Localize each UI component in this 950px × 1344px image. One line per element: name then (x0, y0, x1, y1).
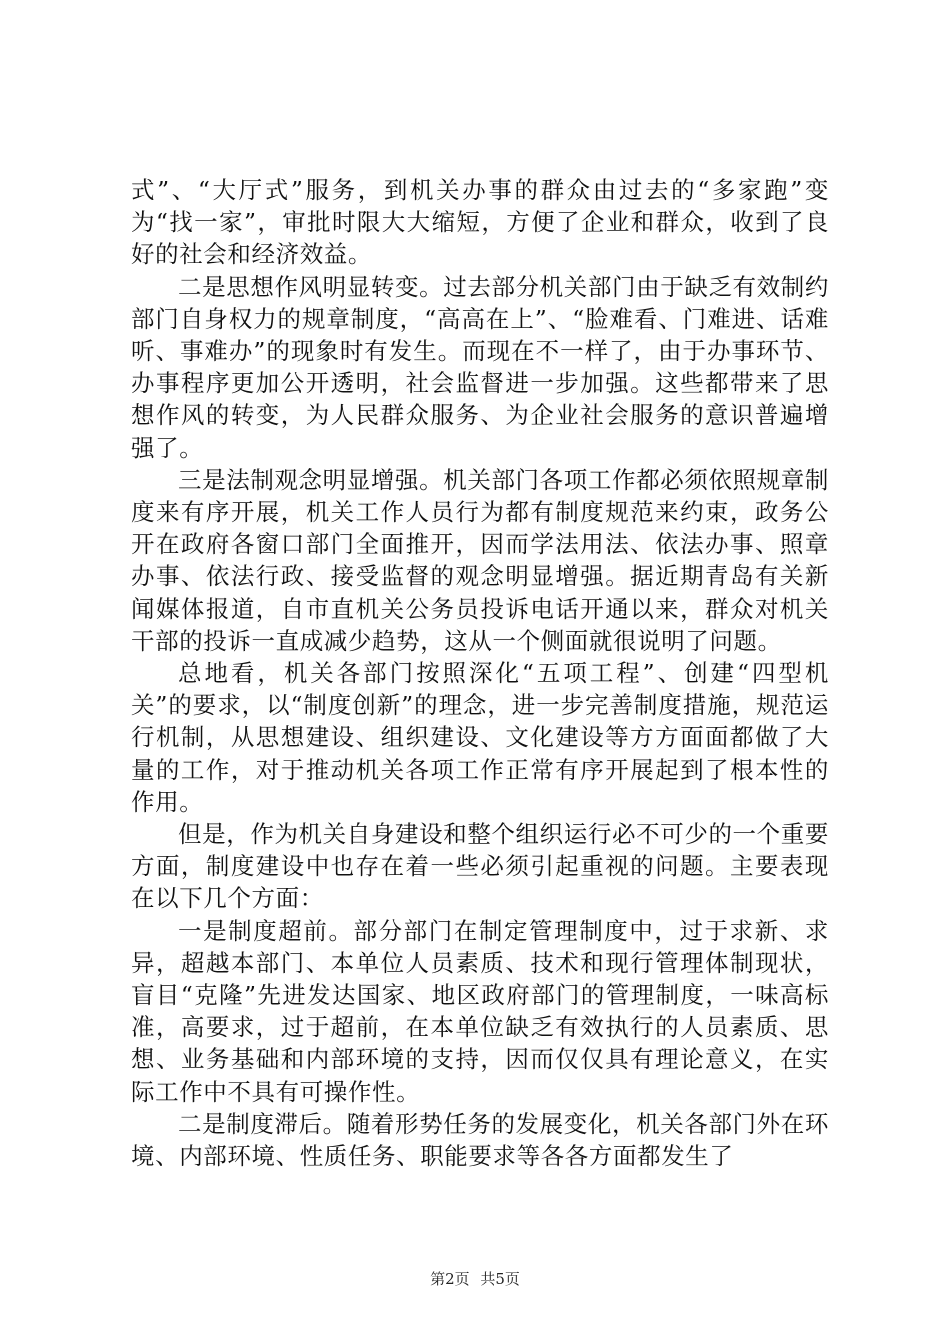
paragraph-problems-intro: 但是，作为机关自身建设和整个组织运行必不可少的一个重要方面，制度建设中也存在着一些必须引起重视的问题。主要表现在以下几个方面： (131, 820, 829, 913)
paragraph-continuation: 式”、“大厅式”服务，到机关办事的群众由过去的“多家跑”变为“找一家”，审批时限大大缩短，方便了企业和群众，收到了良好的社会和经济效益。 (131, 176, 829, 269)
document-body (131, 174, 829, 1172)
paragraph-system-ahead: 一是制度超前。部分部门在制定管理制度中，过于求新、求异，超越本部门、本单位人员素质、技术和现行管理体制现状，盲目“克隆”先进发达国家、地区政府部门的管理制度，一味高标准，高要求，过于超前，在本单位缺乏有效执行的人员素质、思想、业务基础和内部环境的支持，因而仅仅具有理论意义，在实际工作中不具有可操作性。 (131, 916, 829, 1106)
paragraph-thought-style: 二是思想作风明显转变。过去部分机关部门由于缺乏有效制约部门自身权力的规章制度，“高高在上”、“脸难看、门难进、话难听、事难办”的现象时有发生。而现在不一样了，由于办事环节、办事程序更加公开透明，社会监督进一步加强。这些都带来了思想作风的转变，为人民群众服务、为企业社会服务的意识普遍增强了。 (131, 272, 829, 462)
page-total: 共5页 (480, 1270, 520, 1288)
paragraph-legal-awareness: 三是法制观念明显增强。机关部门各项工作都必须依照规章制度来有序开展，机关工作人员行为都有制度规范来约束，政务公开在政府各窗口部门全面推开，因而学法用法、依法办事、照章办事、依法行政、接受监督的观念明显增强。据近期青岛有关新闻媒体报道，自市直机关公务员投诉电话开通以来，群众对机关干部的投诉一直成减少趋势，这从一个侧面就很说明了问题。 (131, 465, 829, 655)
page-footer (0, 1268, 950, 1289)
paragraph-summary: 总地看，机关各部门按照深化“五项工程”、创建“四型机关”的要求，以“制度创新”的理念，进一步完善制度措施，规范运行机制，从思想建设、组织建设、文化建设等方方面面都做了大量的工作，对于推动机关各项工作正常有序开展起到了根本性的作用。 (131, 659, 829, 816)
paragraph-system-lagging: 二是制度滞后。随着形势任务的发展变化，机关各部门外在环境、内部环境、性质任务、职能要求等各各方面都发生了 (131, 1109, 829, 1171)
page-number: 第2页 (430, 1270, 470, 1288)
